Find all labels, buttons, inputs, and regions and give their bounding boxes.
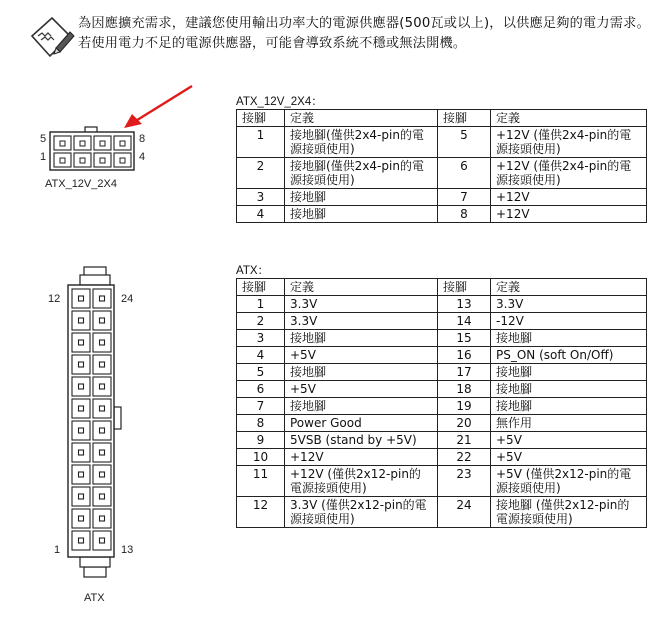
pin-label-8: 8 [139, 133, 146, 145]
pin-definition-cell: +5V (僅供2x12-pin的電源接頭使用) [491, 466, 647, 497]
pin-number-cell: 3 [237, 330, 285, 347]
pin-label-1: 1 [40, 151, 47, 163]
pin-number-cell: 8 [438, 206, 491, 223]
connector-8pin-diagram [48, 126, 138, 172]
pin-number-cell: 17 [438, 364, 491, 381]
pin-definition-cell: 接地腳 [285, 189, 438, 206]
header-definition: 定義 [285, 279, 438, 296]
pin-definition-cell: 接地腳 [491, 381, 647, 398]
pin-label-13: 13 [121, 544, 134, 556]
pin-number-cell: 6 [237, 381, 285, 398]
pin-number-cell: 16 [438, 347, 491, 364]
pin-number-cell: 1 [237, 296, 285, 313]
pin-definition-cell: +5V [491, 432, 647, 449]
header-definition: 定義 [285, 110, 438, 127]
pin-number-cell: 10 [237, 449, 285, 466]
pin-number-cell: 20 [438, 415, 491, 432]
table-header-row [237, 279, 647, 296]
pin-definition-cell: 3.3V [285, 313, 438, 330]
pin-number-cell: 9 [237, 432, 285, 449]
pin-number-cell: 22 [438, 449, 491, 466]
connector-pin-contact [79, 318, 84, 323]
pin-label-5: 5 [40, 133, 47, 145]
pin-definition-cell: 無作用 [491, 415, 647, 432]
table-row [237, 206, 647, 223]
connector-pin-contact [100, 428, 105, 433]
pin-definition-cell: +5V [285, 381, 438, 398]
connector-pin-contact [79, 428, 84, 433]
connector-pin-contact [79, 450, 84, 455]
pin-definition-cell: 3.3V [285, 296, 438, 313]
pin-definition-cell: 接地腳 [491, 330, 647, 347]
pin-definition-cell: 3.3V (僅供2x12-pin的電源接頭使用) [285, 497, 438, 528]
pin-number-cell: 1 [237, 127, 285, 158]
table-row [237, 415, 647, 432]
pin-definition-cell: Power Good [285, 415, 438, 432]
pin-definition-cell: +12V (僅供2x12-pin的電源接頭使用) [285, 466, 438, 497]
table-row [237, 432, 647, 449]
pin-number-cell: 23 [438, 466, 491, 497]
connector-24pin-label: ATX [84, 592, 105, 604]
table-header-row [237, 110, 647, 127]
pin-definition-cell: +12V [285, 449, 438, 466]
table-8pin [236, 109, 647, 223]
pin-number-cell: 5 [237, 364, 285, 381]
table-row [237, 313, 647, 330]
connector-pin-contact [79, 406, 84, 411]
pin-number-cell: 12 [237, 497, 285, 528]
pin-number-cell: 18 [438, 381, 491, 398]
header-pin: 接腳 [237, 110, 285, 127]
pin-number-cell: 2 [237, 158, 285, 189]
pin-number-cell: 4 [237, 206, 285, 223]
connector-pin-contact [100, 472, 105, 477]
pin-label-12: 12 [48, 293, 61, 305]
header-pin: 接腳 [438, 279, 491, 296]
pin-definition-cell: +5V [491, 449, 647, 466]
table-24pin-title: ATX： [236, 265, 270, 277]
pin-label-24: 24 [121, 293, 134, 305]
table-row [237, 189, 647, 206]
table-row [237, 330, 647, 347]
connector-pin-contact [79, 516, 84, 521]
note-text: 為因應擴充需求，建議您使用輸出功率大的電源供應器(500瓦或以上)，以供應足夠的電力需求。若使用電力不足的電源供應器，可能會導致系統不穩或無法開機。 [78, 16, 650, 51]
connector-pin-contact [100, 384, 105, 389]
pin-number-cell: 7 [438, 189, 491, 206]
table-row [237, 398, 647, 415]
pin-definition-cell: 接地腳(僅供2x4-pin的電源接頭使用) [285, 158, 438, 189]
pin-definition-cell: +12V (僅供2x4-pin的電源接頭使用) [491, 158, 647, 189]
table-24pin [236, 278, 647, 528]
pin-definition-cell: 接地腳 [285, 364, 438, 381]
pin-number-cell: 14 [438, 313, 491, 330]
pointer-arrow-icon [88, 84, 198, 130]
table-8pin-title: ATX_12V_2X4： [236, 96, 323, 108]
pin-definition-cell: 接地腳 [285, 330, 438, 347]
table-row [237, 364, 647, 381]
connector-pin-contact [100, 362, 105, 367]
memo-pencil-icon [26, 14, 76, 60]
pin-definition-cell: +12V (僅供2x4-pin的電源接頭使用) [491, 127, 647, 158]
table-row [237, 466, 647, 497]
connector-pin-contact [79, 384, 84, 389]
table-row [237, 381, 647, 398]
pin-number-cell: 3 [237, 189, 285, 206]
connector-pin-contact [100, 340, 105, 345]
pin-definition-cell: -12V [491, 313, 647, 330]
table-row [237, 347, 647, 364]
note-block [26, 14, 656, 60]
pin-definition-cell: 接地腳 (僅供2x12-pin的電源接頭使用) [491, 497, 647, 528]
pin-definition-cell: PS_ON (soft On/Off) [491, 347, 647, 364]
connector-24pin-diagram [64, 265, 128, 585]
pin-definition-cell: 接地腳 [491, 364, 647, 381]
connector-pin-contact [100, 450, 105, 455]
pin-number-cell: 7 [237, 398, 285, 415]
pin-number-cell: 19 [438, 398, 491, 415]
table-row [237, 127, 647, 158]
connector-pin-contact [79, 472, 84, 477]
header-pin: 接腳 [438, 110, 491, 127]
pin-number-cell: 4 [237, 347, 285, 364]
pin-number-cell: 15 [438, 330, 491, 347]
connector-8pin-label: ATX_12V_2X4 [45, 178, 117, 190]
table-row [237, 296, 647, 313]
connector-pin-contact [100, 406, 105, 411]
connector-pin-contact [79, 494, 84, 499]
pin-number-cell: 24 [438, 497, 491, 528]
pin-definition-cell: 3.3V [491, 296, 647, 313]
pin-definition-cell: +12V [491, 206, 647, 223]
connector-pin-contact [100, 318, 105, 323]
connector-pin-contact [79, 296, 84, 301]
header-definition: 定義 [491, 110, 647, 127]
connector-pin-contact [79, 340, 84, 345]
pin-definition-cell: 接地腳 [285, 206, 438, 223]
connector-pin-contact [100, 494, 105, 499]
table-row [237, 449, 647, 466]
connector-pin-contact [100, 296, 105, 301]
pin-label-4: 4 [139, 151, 146, 163]
pin-definition-cell: 5VSB (stand by +5V) [285, 432, 438, 449]
pin-number-cell: 11 [237, 466, 285, 497]
pin-definition-cell: 接地腳(僅供2x4-pin的電源接頭使用) [285, 127, 438, 158]
pin-definition-cell: 接地腳 [285, 398, 438, 415]
connector-pin-contact [100, 538, 105, 543]
pin-number-cell: 8 [237, 415, 285, 432]
header-pin: 接腳 [237, 279, 285, 296]
pin-definition-cell: +12V [491, 189, 647, 206]
header-definition: 定義 [491, 279, 647, 296]
connector-pin-contact [100, 516, 105, 521]
connector-pin-contact [79, 538, 84, 543]
pin-number-cell: 2 [237, 313, 285, 330]
pin-number-cell: 21 [438, 432, 491, 449]
connector-pin-contact [79, 362, 84, 367]
pin-definition-cell: 接地腳 [491, 398, 647, 415]
table-row [237, 497, 647, 528]
pin-number-cell: 13 [438, 296, 491, 313]
pin-label-1: 1 [54, 544, 61, 556]
pin-number-cell: 5 [438, 127, 491, 158]
table-row [237, 158, 647, 189]
pin-definition-cell: +5V [285, 347, 438, 364]
pin-number-cell: 6 [438, 158, 491, 189]
